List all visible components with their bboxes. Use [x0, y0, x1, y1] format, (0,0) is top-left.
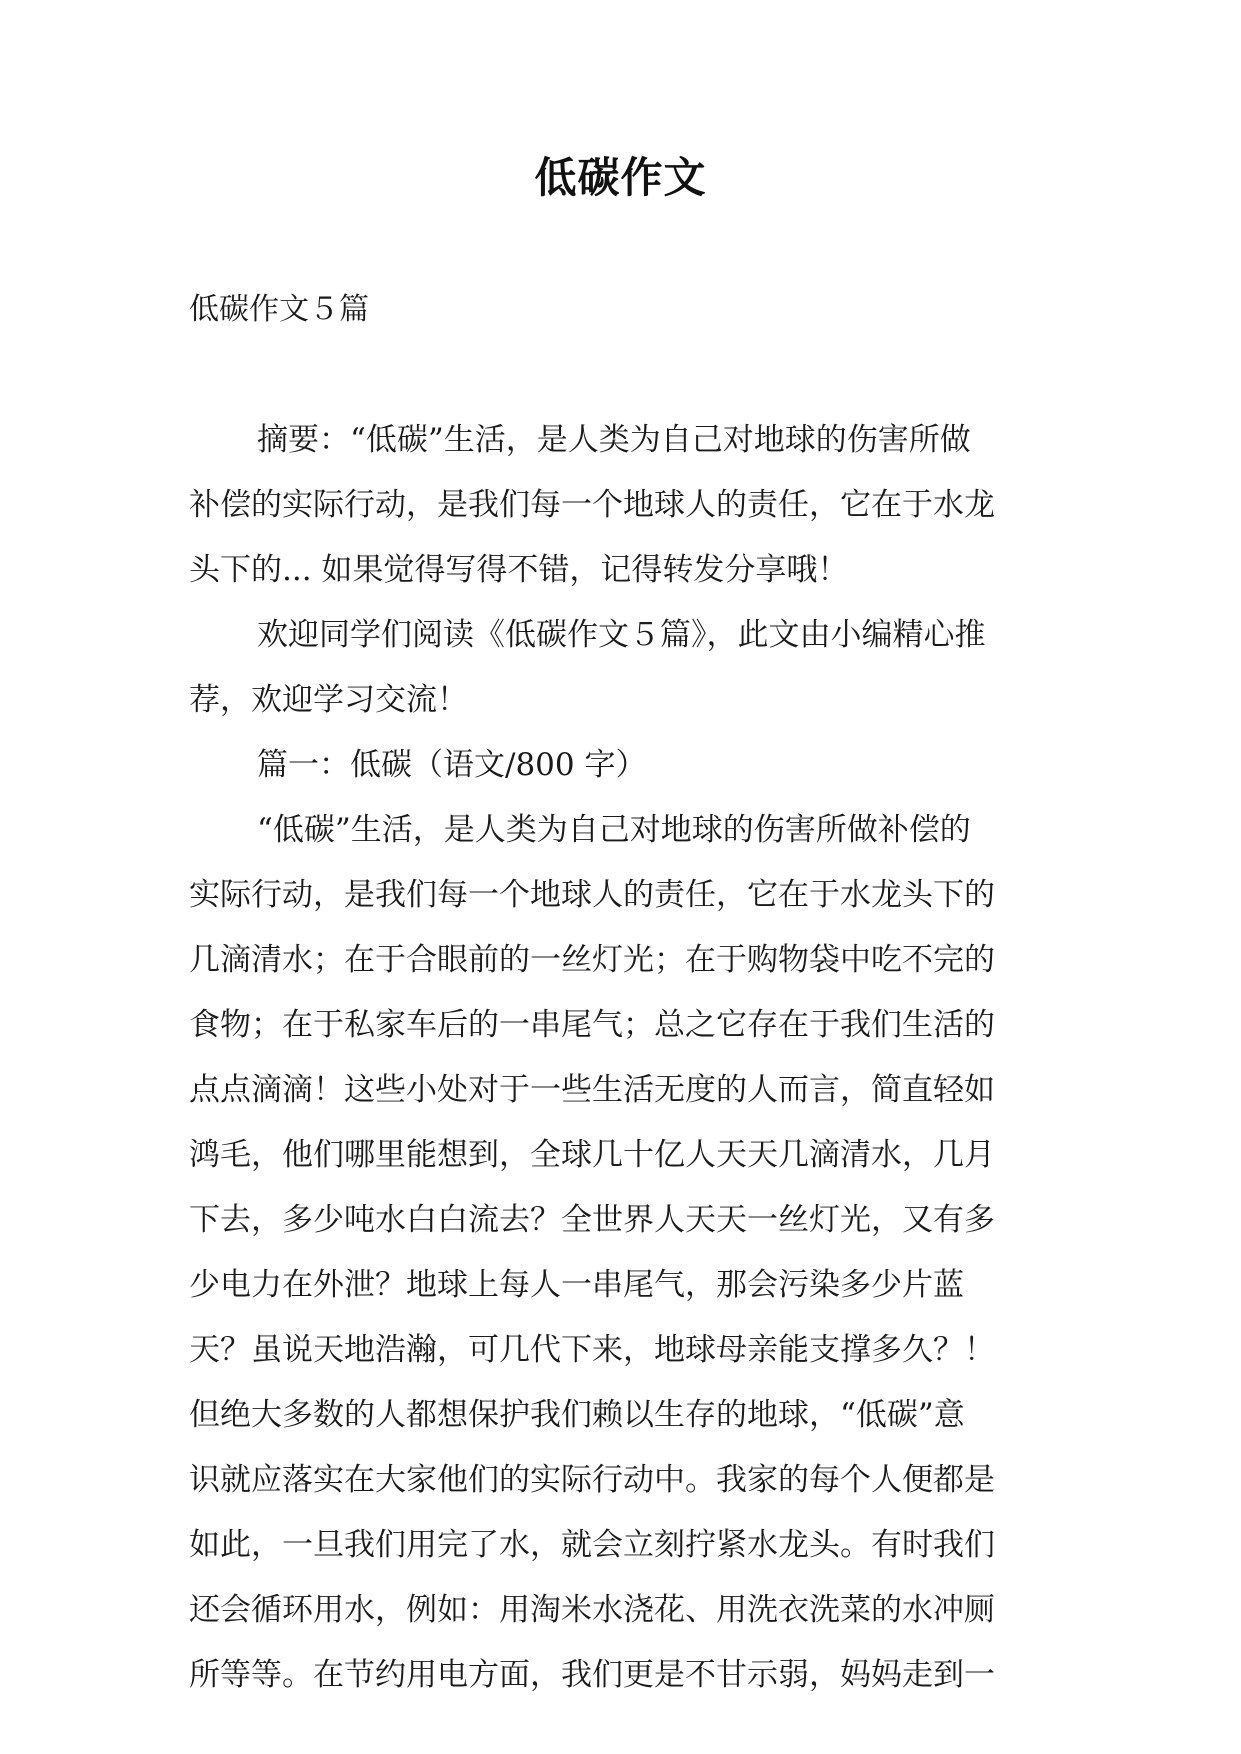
text-line: “低碳”生活，是人类为自己对地球的伤害所做补偿的	[257, 812, 971, 848]
document-subtitle: 低碳作文５篇	[189, 292, 369, 327]
text-line: 但绝大多数的人都想保护我们赖以生存的地球，“低碳”意	[189, 1397, 965, 1433]
text-line: 摘要：“低碳”生活，是人类为自己对地球的伤害所做	[257, 422, 971, 458]
text-line: 几滴清水；在于合眼前的一丝灯光；在于购物袋中吃不完的	[189, 942, 995, 978]
text-line: 还会循环用水，例如：用淘米水浇花、用洗衣洗菜的水冲厕	[189, 1592, 995, 1628]
text-line: 实际行动，是我们每一个地球人的责任，它在于水龙头下的	[189, 877, 995, 913]
text-line: 点点滴滴！这些小处对于一些生活无度的人而言，简直轻如	[189, 1072, 995, 1108]
text-line: 食物；在于私家车后的一串尾气；总之它存在于我们生活的	[189, 1007, 995, 1043]
text-line: 下去，多少吨水白白流去？全世界人天天一丝灯光，又有多	[189, 1202, 995, 1238]
document-body	[189, 408, 1059, 1708]
text-line: 补偿的实际行动，是我们每一个地球人的责任，它在于水龙	[189, 487, 995, 523]
section-heading: 篇一：低碳（语文/800 字）	[257, 747, 647, 783]
text-line: 荐，欢迎学习交流！	[189, 682, 468, 718]
text-line: 头下的... 如果觉得写得不错，记得转发分享哦！	[189, 552, 849, 588]
text-line: 识就应落实在大家他们的实际行动中。我家的每个人便都是	[189, 1462, 995, 1498]
text-line: 天？虽说天地浩瀚，可几代下来，地球母亲能支撑多久？！	[189, 1332, 995, 1368]
text-line: 如此，一旦我们用完了水，就会立刻拧紧水龙头。有时我们	[189, 1527, 995, 1563]
text-line: 少电力在外泄？地球上每人一串尾气，那会污染多少片蓝	[189, 1267, 964, 1303]
text-line: 所等等。在节约用电方面，我们更是不甘示弱，妈妈走到一	[189, 1657, 995, 1693]
text-line: 欢迎同学们阅读《低碳作文５篇》，此文由小编精心推	[257, 617, 986, 653]
document-title: 低碳作文	[534, 153, 707, 202]
text-line: 鸿毛，他们哪里能想到，全球几十亿人天天几滴清水，几月	[189, 1137, 995, 1173]
